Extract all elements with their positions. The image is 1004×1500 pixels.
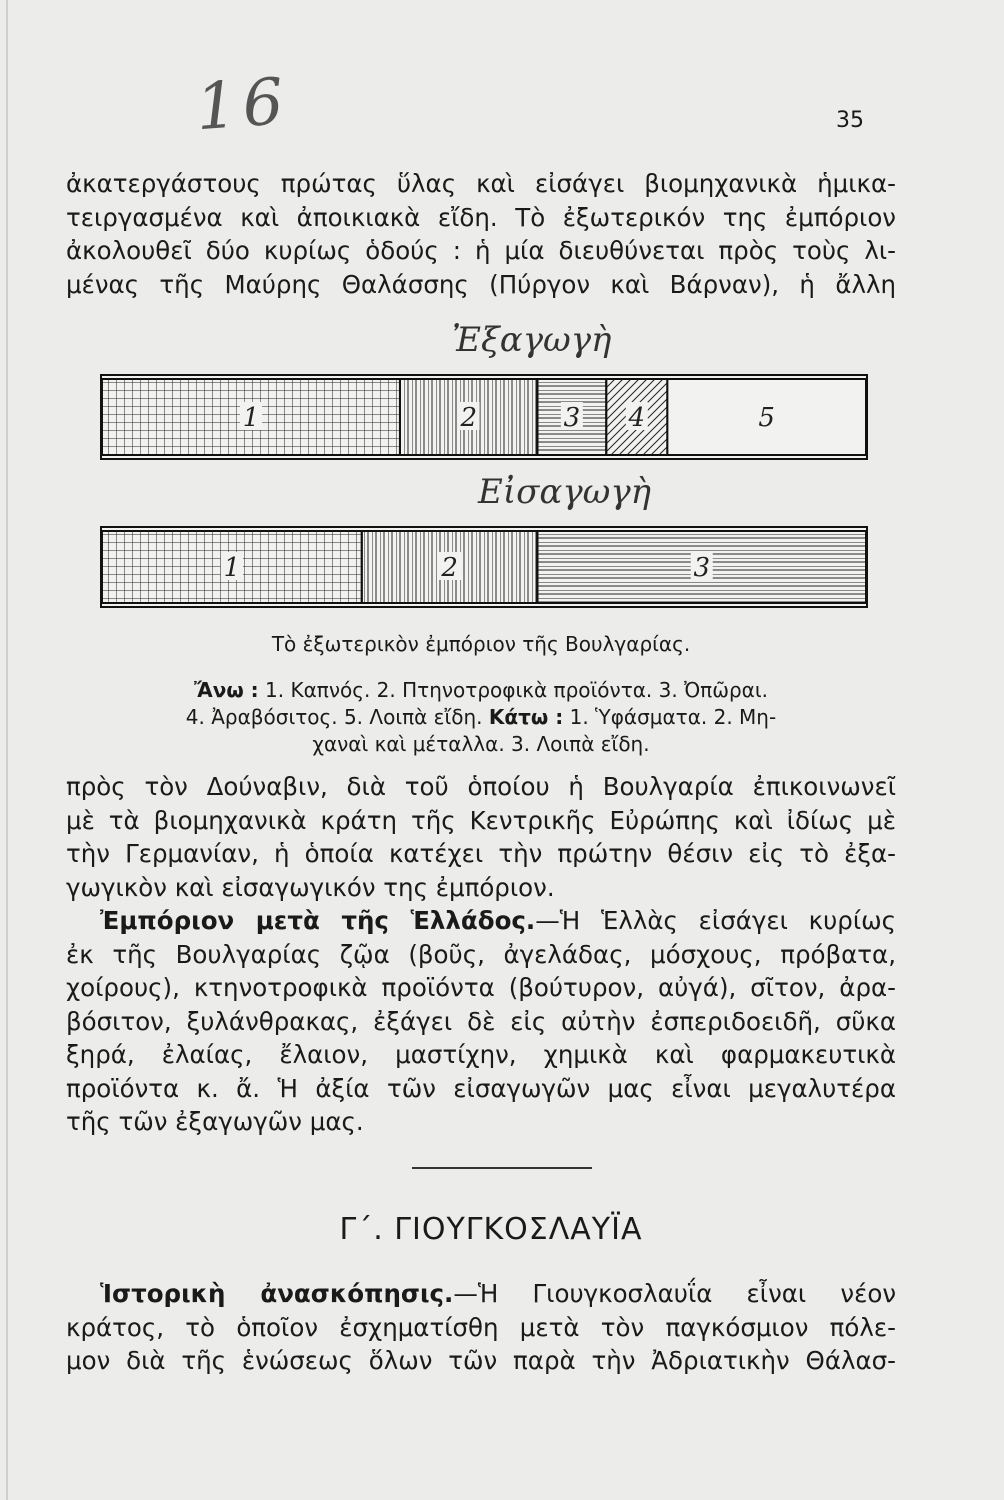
paragraph-line: τὴν Γερμανίαν, ἡ ὁποία κατέχει τὴν πρώτην θέσιν εἰς τὸ ἐξα- <box>66 839 896 868</box>
paragraph-text: —Ἡ Γιουγκοσλαυΐα εἶναι νέον <box>453 1279 896 1308</box>
section-heading: Γ΄. ΓΙΟΥΓΚΟΣΛΑΥΪΑ <box>339 1212 643 1247</box>
paragraph-2 <box>66 770 896 1139</box>
paragraph-line <box>66 1277 896 1311</box>
paragraph-line: ἀκατεργάστους πρώτας ὕλας καὶ εἰσάγει βιομηχανικὰ ἡμικα- <box>66 169 896 198</box>
bar-segment-label: 1 <box>242 403 260 433</box>
paragraph-line: τειργασμένα καὶ ἀποικιακὰ εἴδη. Τὸ ἐξωτερικόν της ἐμπόριον <box>66 202 896 232</box>
paragraph-line: ξηρά, ἐλαίας, ἔλαιον, μαστίχην, χημικὰ καὶ φαρμακευτικὰ <box>66 1040 896 1069</box>
paragraph-heading: Ἱστορικὴ ἀνασκόπησις. <box>100 1279 454 1308</box>
paragraph-1 <box>66 167 896 301</box>
chart-caption-legend-2 <box>66 703 896 732</box>
paragraph-line: τῆς τῶν ἐξαγωγῶν μας. <box>66 1107 364 1136</box>
page-edge-line <box>6 0 8 1500</box>
caption-text: 1. Ὑφάσματα. 2. Μη- <box>563 705 777 729</box>
bar-segment-label: 1 <box>223 553 241 583</box>
handwritten-page-mark: 16 <box>193 64 292 146</box>
import-chart-title: Εἰσαγωγὴ <box>478 472 652 512</box>
bar-segment-label: 4 <box>628 403 646 433</box>
paragraph-heading: Ἐμπόριον μετὰ τῆς Ἑλλάδος. <box>100 906 536 935</box>
paragraph-line: μένας τῆς Μαύρης Θαλάσσης (Πύργον καὶ Βάρναν), ἡ ἄλλη <box>66 269 896 299</box>
paragraph-line: προϊόντα κ. ἄ. Ἡ ἀξία τῶν εἰσαγωγῶν μας εἶναι μεγαλυτέρα <box>66 1073 896 1103</box>
paragraph-line: πρὸς τὸν Δούναβιν, διὰ τοῦ ὁποίου ἡ Βουλγαρία ἐπικοινωνεῖ <box>66 772 896 801</box>
export-bar-chart <box>100 374 868 460</box>
caption-label-below: Κάτω : <box>488 705 564 729</box>
paragraph-line: κράτος, τὸ ὁποῖον ἐσχηματίσθη μετὰ τὸν παγκόσμιον πόλε- <box>66 1312 896 1342</box>
bar-segment-label: 3 <box>563 403 581 433</box>
paragraph-4 <box>66 1277 896 1378</box>
chart-caption-title: Τὸ ἐξωτερικὸν ἐμπόριον τῆς Βουλγαρίας. <box>271 632 691 656</box>
paragraph-line <box>66 904 896 938</box>
paragraph-line: χοίρους), κτηνοτροφικὰ προϊόντα (βούτυρον, αὐγά), σῖτον, ἀρα- <box>66 973 896 1002</box>
bar-segment-label: 2 <box>441 553 458 583</box>
chart-caption-legend-3: χαναὶ καὶ μέταλλα. 3. Λοιπὰ εἴδη. <box>312 732 650 756</box>
bar-segment-label: 3 <box>693 553 711 583</box>
caption-text: 1. Καπνός. 2. Πτηνοτροφικὰ προϊόντα. 3. Ὀπῶραι. <box>258 678 768 702</box>
caption-label-above: Ἄνω : <box>194 678 259 702</box>
paragraph-line: βόσιτον, ξυλάνθρακας, ἐξάγει δὲ εἰς αὐτὴν ἐσπεριδοειδῆ, σῦκα <box>66 1006 896 1036</box>
paragraph-line: γωγικὸν καὶ εἰσαγωγικόν της ἐμπόριον. <box>66 872 555 902</box>
import-bar-chart <box>100 526 868 608</box>
paragraph-line: μον διὰ τῆς ἑνώσεως ὅλων τῶν παρὰ τὴν Ἀδριατικὴν Θάλασ- <box>66 1346 896 1375</box>
export-chart-title: Ἐξαγωγὴ <box>452 320 612 360</box>
paragraph-line: ἀκολουθεῖ δύο κυρίως ὁδούς : ἡ μία διευθύνεται πρὸς τοὺς λι- <box>66 236 896 265</box>
section-divider <box>412 1167 592 1169</box>
paragraph-line: μὲ τὰ βιομηχανικὰ κράτη τῆς Κεντρικῆς Εὐρώπης καὶ ἰδίως μὲ <box>66 805 896 835</box>
caption-text: 4. Ἀραβόσιτος. 5. Λοιπὰ εἴδη. <box>185 705 489 729</box>
paragraph-text: —Ἡ Ἑλλὰς εἰσάγει κυρίως <box>535 906 897 935</box>
bar-segment-label: 2 <box>460 403 477 433</box>
paragraph-line: ἐκ τῆς Βουλγαρίας ζῷα (βοῦς, ἀγελάδας, μόσχους, πρόβατα, <box>66 939 896 969</box>
bar-segment-label: 5 <box>758 403 775 433</box>
page-number: 35 <box>836 108 864 133</box>
chart-caption-legend-1 <box>66 676 896 705</box>
